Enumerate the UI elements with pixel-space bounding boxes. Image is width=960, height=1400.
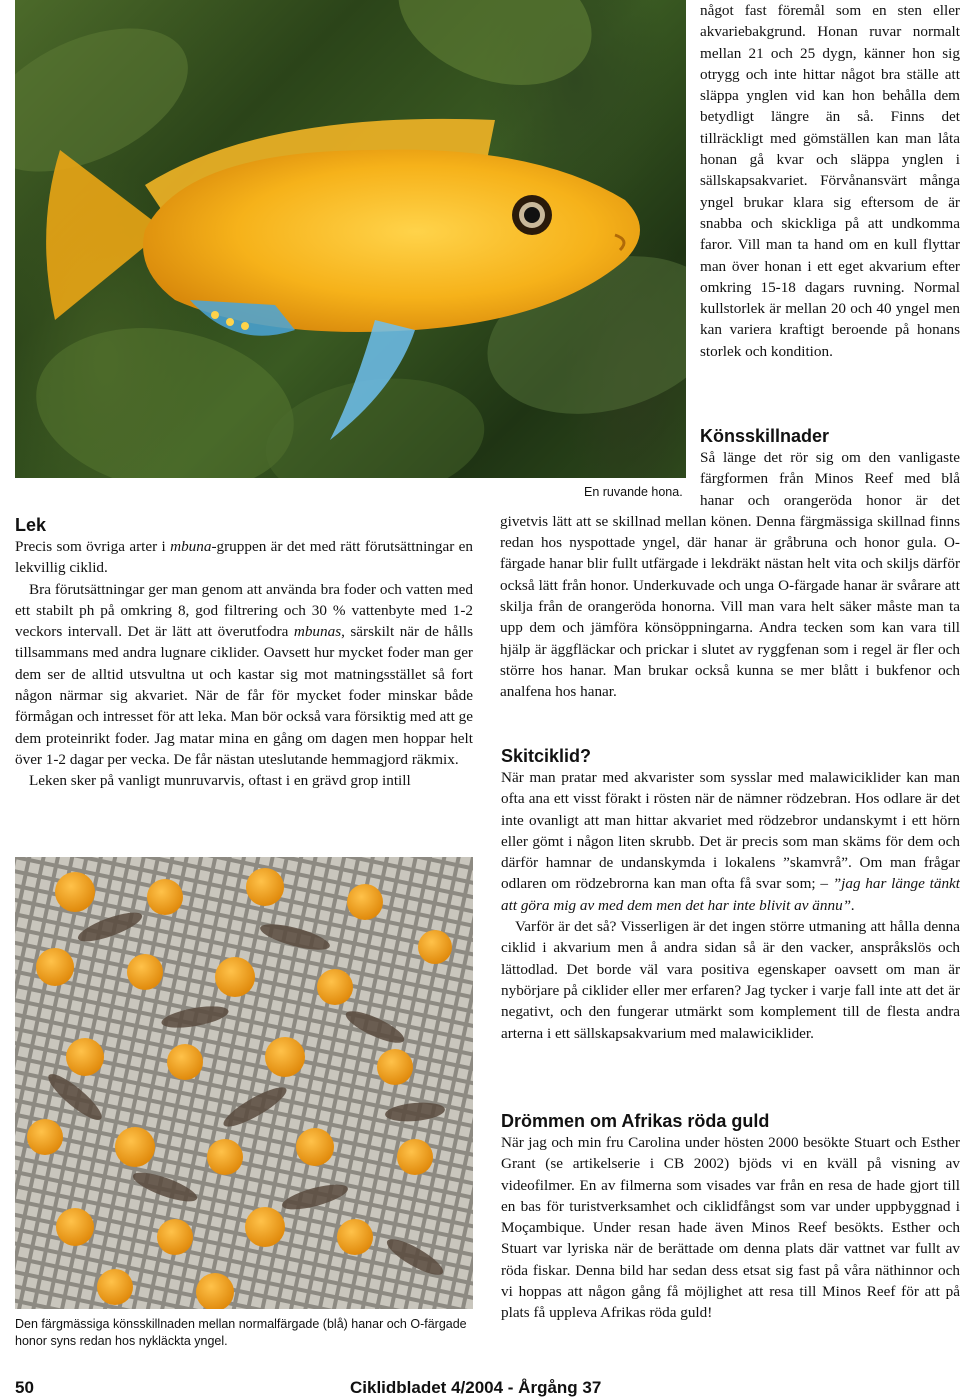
page-number: 50 xyxy=(15,1378,34,1397)
heading-konsskillnader: Könsskillnader xyxy=(700,426,830,446)
fish-caption: En ruvande hona. xyxy=(584,485,683,499)
heading-skitciklid: Skitciklid? xyxy=(501,746,592,766)
lek-paragraph-3: Leken sker på vanligt munruvarvis, oftast i en grävd grop intill xyxy=(29,772,411,790)
fish-photo xyxy=(15,0,686,478)
lek-paragraph-1: Precis som övriga arter i mbuna-gruppen är det med rätt förutsättningar en lekvillig ciklid. xyxy=(15,538,473,577)
intro-text-column xyxy=(700,0,960,362)
page-footer xyxy=(0,1376,960,1400)
skitciklid-paragraph-1: När man pratar med akvarister som sysslar med malawiciklider kan man ofta ana ett visst förakt i rösten när de nämner rödzebran. Hos odlare är det inte ovanligt att man hittar akvariet med rödzebror undanskymt i ett hörn eller gömt i någon liten skrubb. Det är precis som man skäms för dem och därför hamnar de undanskymda i lokalens ”skamvrå”. Om man frågar odlaren om rödzebrorna kan man ofta få svar som; – ”jag har länge tänkt att göra mig av med dem men det har inte blivit av ännu”. xyxy=(501,769,960,914)
intro-paragraph: något fast föremål som en sten eller akvariebakgrund. Honan ruvar normalt mellan 21 och 25 dygn, känner hon sig otrygg och inte hittar något bra ställe att släppa ynglen vid kan hon behålla dem betydligt längre än så. Finns det tillräckligt med gömställen kan man låta honan gå kvar och släppa ynglen i sällskapsakvariet. Förvånansvärt många yngel brukar klara sig eftersom de är snabba och skickliga på att undkomma faror. Vill man ta hand om en kull flyttar man över honan i ett eget akvarium efter omkring 15-18 dagars ruvning. Normal kullstorlek är mellan 20 och 40 yngel men kan variera kraftigt beroende på honans storlek och kondition. xyxy=(700,2,960,360)
magazine-name: Ciklidbladet 4/2004 - Årgång 37 xyxy=(350,1378,602,1397)
fry-photo xyxy=(15,857,473,1309)
section-konsskillnader xyxy=(500,425,960,703)
section-skitciklid xyxy=(501,745,960,1044)
heading-lek: Lek xyxy=(15,515,47,535)
drommen-text: När jag och min fru Carolina under hösten 2000 besökte Stuart och Esther Grant (se artikelserie i CB 2002) bjöds vi en kväll på visning av videofilmer. En av filmerna som visades var från en resa de hade gjort till en bas för turistverksamhet och ciklidfångst som var under uppbyggnad i Moçambique. Under resan hade även Minos Reef besökts. Esther och Stuart var lyriska när de berättade om denna plats där vattnet var fullt av röda fiskar. Denna bild har sedan dess etsat sig fast på våra näthinnor och vi hoppas att någon gång få möjlighet att resa till Minos Reef för att på plats få uppleva Afrikas röda guld! xyxy=(501,1134,960,1322)
section-lek xyxy=(15,514,473,792)
skitciklid-paragraph-2: Varför är det så? Visserligen är det ingen större utmaning att hålla denna ciklid i akvarium men å andra sidan så är den vacker, anspråkslös och lättodlad. Det borde väl vara positiva egenskaper oavsett om man är nybörjare på ciklider eller mer erfaren? Jag tycker i varje fall inte att det är negativt, och den fungerar utmärkt som komplement till de flesta andra arterna i ett sällskapsakvarium med malawiciklider. xyxy=(501,918,960,1042)
konsskillnader-text: Så länge det rör sig om den vanligaste färgformen från Minos Reef med blå hanar och orangeröda honor är det givetvis lätt att se skillnad mellan könen. Denna färgmässiga skillnad finns redan hos nyspottade yngel, där hanar är gråbruna och honor gula. O-färgade hanar blir fullt utfärgade i lekdräkt nästan helt vita och skiljs därför också lätt från honor. Underkuvade och unga O-färgade hanar är svårare att skilja från de orangeröda honorna. Vill man vara helt säker måste man ta upp dem och jämföra könsöppningarna. Andra tecken som kan vara till hjälp är äggfläckar och prickar i slutet av ryggfenan som i regel är fler och större hos hanar. Man brukar också kunna se mer blått i bukfenor och analfena hos hanar. xyxy=(500,449,960,701)
fry-caption: Den färgmässiga könsskillnaden mellan normalfärgade (blå) hanar och O-färgade honor syns redan hos nykläckta yngel. xyxy=(15,1317,467,1348)
lek-paragraph-2: Bra förutsättningar ger man genom att använda bra foder och vatten med ett stabilt ph på omkring 8, god filtrering och 30 % vattenbyte med 1-2 veckors intervall. Det är lätt att överutfodra mbunas, särskilt när de hålls tillsammans med andra lugnare ciklider. Oavsett hur mycket foder man ger dem ser de alltid utsvultna ut och kastar sig mot matningsstället så fort någon närmar sig akvariet. När de får för mycket foder minskar både förmågan och intresset för att leka. Man bör också vara försiktig med att ge dem proteinrikt foder. Jag matar mina en gång om dagen men hoppar helt över 1-2 dagar per vecka. De får nästan uteslutande hemmagjord räkmix. xyxy=(15,580,473,768)
fry-on-mesh-illustration xyxy=(15,857,473,1309)
section-drommen xyxy=(501,1110,960,1324)
yellow-cichlid-illustration xyxy=(15,0,686,478)
heading-drommen: Drömmen om Afrikas röda guld xyxy=(501,1111,770,1131)
